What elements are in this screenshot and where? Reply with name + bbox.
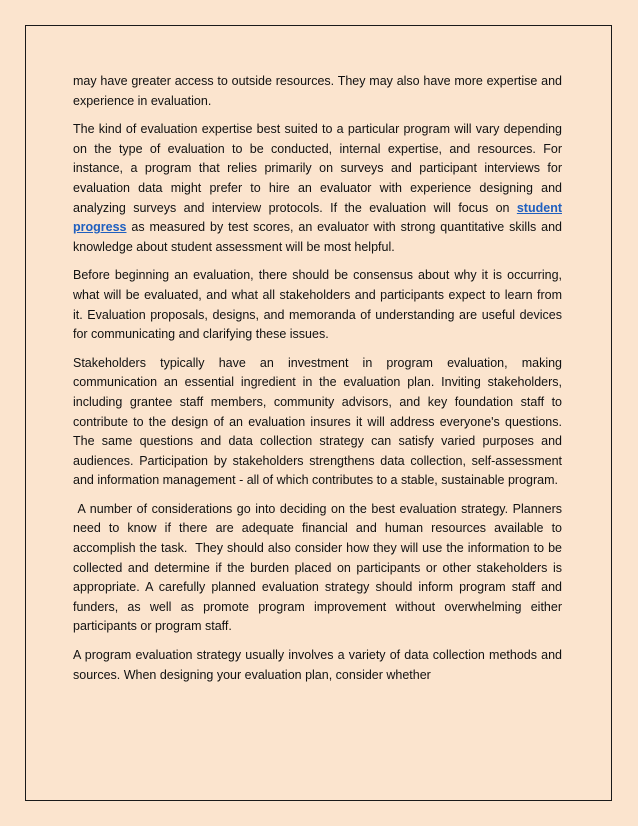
paragraph-5: A number of considerations go into deciding on the best evaluation strategy. Planners need to know if there are adequate financial and human resources available to accomplish the task. They should also consider how they will use the information to be collected and determine if the burden placed on participants or other stakeholders is appropriate. A carefully planned evaluation strategy should inform program staff and funders, as well as promote program improvement without overwhelming either participants or program staff. [73, 501, 566, 634]
paragraph-6: A program evaluation strategy usually involves a variety of data collection methods and sources. When designing your evaluation plan, consider whether [73, 648, 562, 682]
paragraph-2-text-before-link: The kind of evaluation expertise best suited to a particular program will vary depending on the type of evaluation to be conducted, internal expertise, and resources. For instance, a program that relies primarily on surveys and participant interviews for evaluation data might prefer to hire an evaluator with experience designing and analyzing surveys and interview protocols. If the evaluation will focus on [73, 122, 562, 215]
paragraph-2-text-after-link: as measured by test scores, an evaluator with strong quantitative skills and knowledge about student assessment will be most helpful. [73, 220, 562, 254]
paragraph-2 [73, 120, 562, 257]
paragraph-4: Stakeholders typically have an investment in program evaluation, making communication an essential ingredient in the evaluation plan. Inviting stakeholders, including grantee staff members, community advisors, and key foundation staff to contribute to the design of an evaluation insures it will address everyone's questions. The same questions and data collection strategy can satisfy varied purposes and audiences. Participation by stakeholders strengthens data collection, self-assessment and information management - all of which contributes to a stable, sustainable program. [73, 355, 562, 488]
student-progress-link[interactable]: student progress [73, 200, 562, 235]
paragraph-1: may have greater access to outside resources. They may also have more expertise and experience in evaluation. [73, 74, 562, 108]
paragraph-3: Before beginning an evaluation, there should be consensus about why it is occurring, what will be evaluated, and what all stakeholders and participants expect to learn from it. Evaluation proposals, designs, and memoranda of understanding are useful devices for communicating and clarifying these issues. [73, 268, 562, 342]
document-body [73, 72, 566, 694]
